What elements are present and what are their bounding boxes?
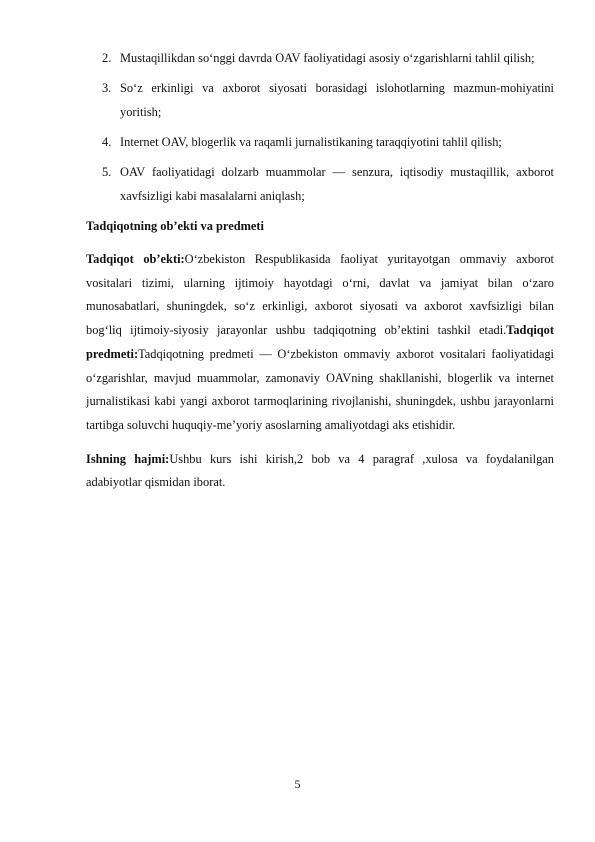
subject-text: Tadqiqotning predmeti — O‘zbekiston ommaviy axborot vositalari faoliyatidagi o‘zgarishlar, mavjud muammolar, zamonaviy OAVning shakllanishi, blogerlik va internet jurnalistikasi kabi yangi axborot tarmoqlarining rivojlanishi, shuningdek, ushbu jarayonlarni tartibga soluvchi huquqiy-me’yoriy asoslarning amaliyotdagi aks etishidir. [86, 346, 554, 432]
object-label: Tadqiqot ob’ekti: [86, 252, 185, 266]
task-text: Mustaqillikdan so‘nggi davrda OAV faoliyatidagi asosiy o‘zgarishlarni tahlil qilish; [120, 51, 535, 65]
scope-paragraph [86, 448, 554, 495]
task-number: 3. [102, 81, 112, 95]
page-number: 5 [294, 777, 301, 791]
task-text: OAV faoliyatidagi dolzarb muammolar — senzura, iqtisodiy mustaqillik, axborot xavfsizligi kabi masalalarni aniqlash; [120, 165, 554, 203]
task-number: 2. [102, 51, 112, 65]
section-heading: Tadqiqotning ob’ekti va predmeti [86, 219, 264, 233]
subject-label: Tadqiqot predmeti: [86, 323, 554, 361]
task-item [86, 130, 554, 154]
page-content [86, 46, 554, 495]
task-number: 5. [102, 165, 112, 179]
task-number: 4. [102, 135, 112, 149]
object-paragraph [86, 248, 554, 438]
scope-label: Ishning hajmi: [86, 451, 170, 466]
task-list [86, 46, 554, 208]
task-item [86, 46, 554, 70]
task-text: So‘z erkinligi va axborot siyosati borasidagi islohotlarning mazmun-mohiyatini yoritish; [120, 81, 554, 119]
scope-text: Ushbu kurs ishi kirish,2 bob va 4 paragraf ,xulosa va foydalanilgan adabiyotlar qismidan iborat. [86, 451, 555, 490]
task-item [86, 76, 554, 124]
object-text: O‘zbekiston Respublikasida faoliyat yuritayotgan ommaviy axborot vositalari tizimi, ularning ijtimoiy hayotdagi o‘rni, davlat va jamiyat bilan o‘zaro munosabatlari, shuningdek, so‘z erkinligi, axborot siyosati va axborot xavfsizligi bilan bog‘liq ijtimoiy-siyosiy jarayonlar ushbu tadqiqotning ob’ektini tashkil etadi. [86, 252, 554, 338]
task-item [86, 160, 554, 208]
task-text: Internet OAV, blogerlik va raqamli jurnalistikaning taraqqiyotini tahlil qilish; [120, 135, 502, 149]
